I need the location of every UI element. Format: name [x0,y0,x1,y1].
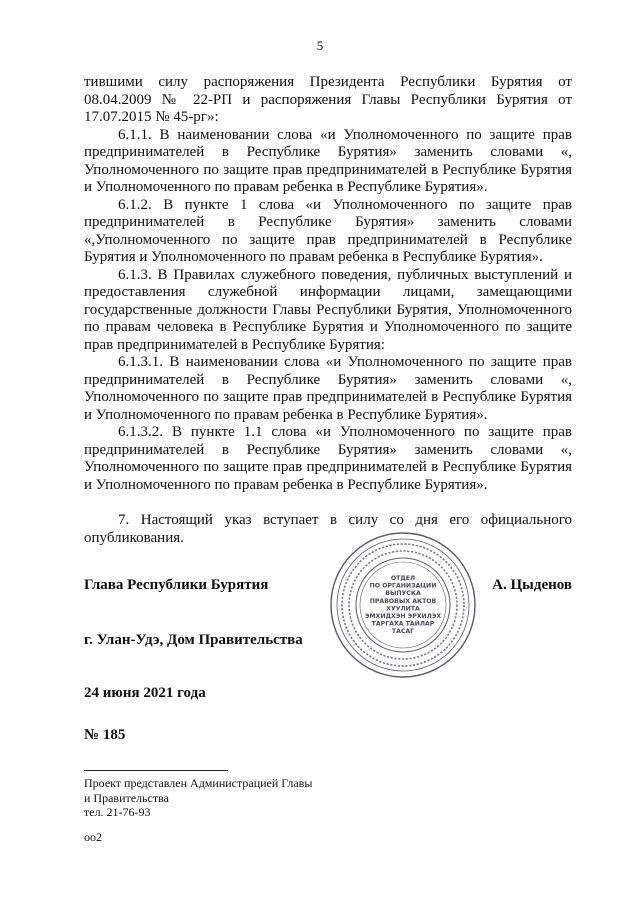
seal-text-line: ХУУЛИТА [386,605,420,613]
footnote-line: и Правительства [84,790,169,805]
signature-row [84,577,572,594]
paragraph-6-1-3: 6.1.3. В Правилах служебного поведения, публичных выступлений и предоставления служебной информации лицами, замещающими государственные должности Главы Республики Бурятия, Уполномоченного по правам человека в Республике Бурятия и Уполномоченного по защите прав предпринимателей в Республике Бурятия: [84,266,572,353]
paragraph-6-1-3-1: 6.1.3.1. В наименовании слова «и Уполномоченного по защите прав предпринимателей в Республике Бурятия» заменить словами «, Уполномоченного по защите прав предпринимателей в Республике Бурятия и Уполномоченного по правам ребенка в Республике Бурятия». [84,354,572,423]
document-code: оо2 [84,830,102,844]
document-body [84,74,572,547]
seal-text-line: ПРАВОВЫХ АКТОВ [369,597,437,605]
footnote [84,776,312,820]
page-number: 5 [316,38,324,53]
paragraph-6-1-1: 6.1.1. В наименовании слова «и Уполномоченного по защите прав предпринимателей в Республике Бурятия» заменить словами «, Уполномоченного по защите прав предпринимателей в Республике Бурятия и Уполномоченного по правам ребенка в Республике Бурятия». [84,126,572,195]
signatory-name: А. Цыденов [492,577,572,593]
seal-text-line: ТАРГАХА ТАЙЛАР [371,620,435,628]
issue-place: г. Улан-Удэ, Дом Правительства [84,632,303,648]
footnote-divider [84,770,228,771]
signatory-position: Глава Республики Бурятия [84,577,269,593]
footnote-line: тел. 21-76-93 [84,805,151,819]
footnote-line: Проект представлен Администрацией Главы [84,776,313,790]
paragraph-continuation: тившими силу распоряжения Президента Республики Бурятия от 08.04.2009 № 22-РП и распоряжения Главы Республики Бурятия от 17.07.2015 № 45-рг»: [84,74,572,125]
paragraph-7: 7. Настоящий указ вступает в силу со дня его официального опубликования. [84,512,572,546]
issue-date: 24 июня 2021 года [84,685,206,701]
paragraph-6-1-3-2: 6.1.3.2. В пункте 1.1 слова «и Уполномоченного по защите прав предпринимателей в Республике Бурятия» заменить словами «, Уполномоченного по защите прав предпринимателей в Республике Бурятия и Уполномоченного по правам ребенка в Республике Бурятия». [84,424,572,493]
seal-text-line: ТАСАГ [391,628,415,636]
decree-number: № 185 [84,727,126,743]
official-seal [328,530,478,680]
seal-text-line: ЭМХИДХЭН ЭРХИЛЭХ [364,613,442,620]
seal-text-line: ОТДЕЛ [390,575,416,582]
seal-text-line: ПО ОРГАНИЗАЦИИ [369,582,437,590]
seal-text-line: ВЫПУСКА [385,590,421,598]
paragraph-6-1-2: 6.1.2. В пункте 1 слова «и Уполномоченного по защите прав предпринимателей в Республике Бурятия» заменить словами «,Уполномоченного по защите прав предпринимателей в Республике Бурятия и Уполномоченного по правам ребенка в Республике Бурятия». [84,196,572,265]
